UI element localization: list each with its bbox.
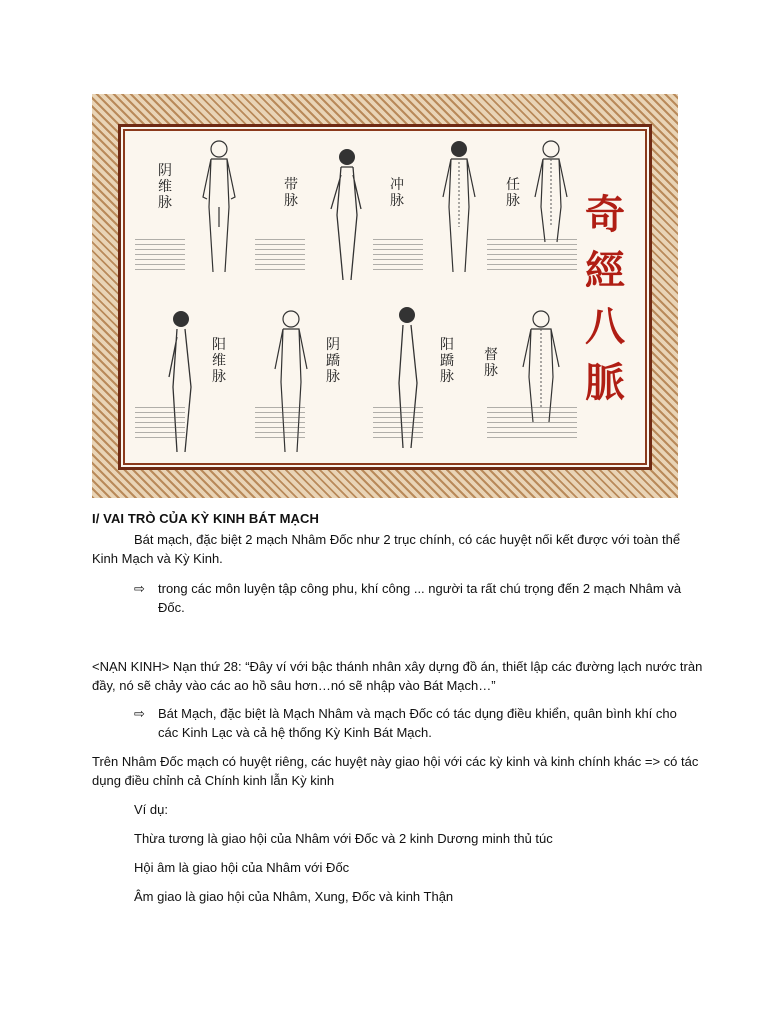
label-chong: 冲脉 <box>390 177 404 209</box>
example-3: Âm giao là giao hội của Nhâm, Xung, Đốc và kinh Thận <box>134 889 454 904</box>
note-block <box>135 407 185 441</box>
note-block <box>373 239 423 273</box>
bullet-2-line-2: các Kinh Lạc và cả hệ thống Kỳ Kinh Bát Mạch. <box>158 725 432 740</box>
example-2: Hội âm là giao hội của Nhâm với Đốc <box>134 860 350 875</box>
label-yinwei: 阴维脉 <box>158 163 172 211</box>
figure-yinwei <box>189 137 249 277</box>
example-1: Thừa tương là giao hội của Nhâm với Đốc và 2 kinh Dương minh thủ túc <box>134 831 553 846</box>
label-yinqiao: 阴蹻脉 <box>326 337 340 385</box>
example-label: Ví dụ: <box>134 802 168 817</box>
paragraph-1-line-2: Kinh Mạch và Kỳ Kinh. <box>92 551 223 566</box>
label-ren: 任脉 <box>506 177 520 209</box>
meridian-chart-image <box>92 94 678 498</box>
bullet-1-line-2: Đốc. <box>158 600 185 615</box>
bullet-2-line-1: ⇨ Bát Mạch, đặc biệt là Mạch Nhâm và mạch Đốc có tác dụng điều khiển, quân bình khí cho <box>134 706 677 721</box>
note-block <box>255 407 305 441</box>
label-yangwei: 阳维脉 <box>212 337 226 385</box>
paragraph-3-line-1: Trên Nhâm Đốc mạch có huyệt riêng, các huyệt này giao hội với các kỳ kinh và kinh chính khác => có tác <box>92 754 699 769</box>
note-block <box>373 407 423 441</box>
note-block <box>135 239 185 273</box>
arrow-icon: ⇨ <box>134 706 145 721</box>
paragraph-1-line-1: Bát mạch, đặc biệt 2 mạch Nhâm Đốc như 2 trục chính, có các huyệt nối kết được với toàn thể <box>134 532 681 547</box>
paragraph-2-line-2: đầy, nó sẽ chảy vào các ao hồ sâu hơn…nó sẽ nhập vào Bát Mạch…” <box>92 678 496 693</box>
arrow-icon: ⇨ <box>134 581 145 596</box>
note-block <box>487 239 577 273</box>
figure-ren <box>521 137 581 247</box>
label-du: 督脉 <box>484 347 498 379</box>
paragraph-2-line-1: <NẠN KINH> Nạn thứ 28: “Đây ví với bậc thánh nhân xây dựng đồ án, thiết lập các đường lạch nước tràn <box>92 659 703 674</box>
figure-dai <box>317 145 377 285</box>
chart-main-title: 奇 經 八 脈 <box>585 191 625 406</box>
note-block <box>255 239 305 273</box>
figure-chong <box>429 137 489 277</box>
chart-panel <box>118 124 652 470</box>
paragraph-3-line-2: dụng điều chỉnh cả Chính kinh lẫn Kỳ kinh <box>92 773 335 788</box>
label-dai: 带脉 <box>284 177 298 209</box>
note-block <box>487 407 577 441</box>
section-heading: I/ VAI TRÒ CỦA KỲ KINH BÁT MẠCH <box>92 511 319 526</box>
bullet-1-line-1: ⇨ trong các môn luyện tập công phu, khí công ... người ta rất chú trọng đến 2 mạch Nhâm và <box>134 581 682 596</box>
label-yangqiao: 阳蹻脉 <box>440 337 454 385</box>
